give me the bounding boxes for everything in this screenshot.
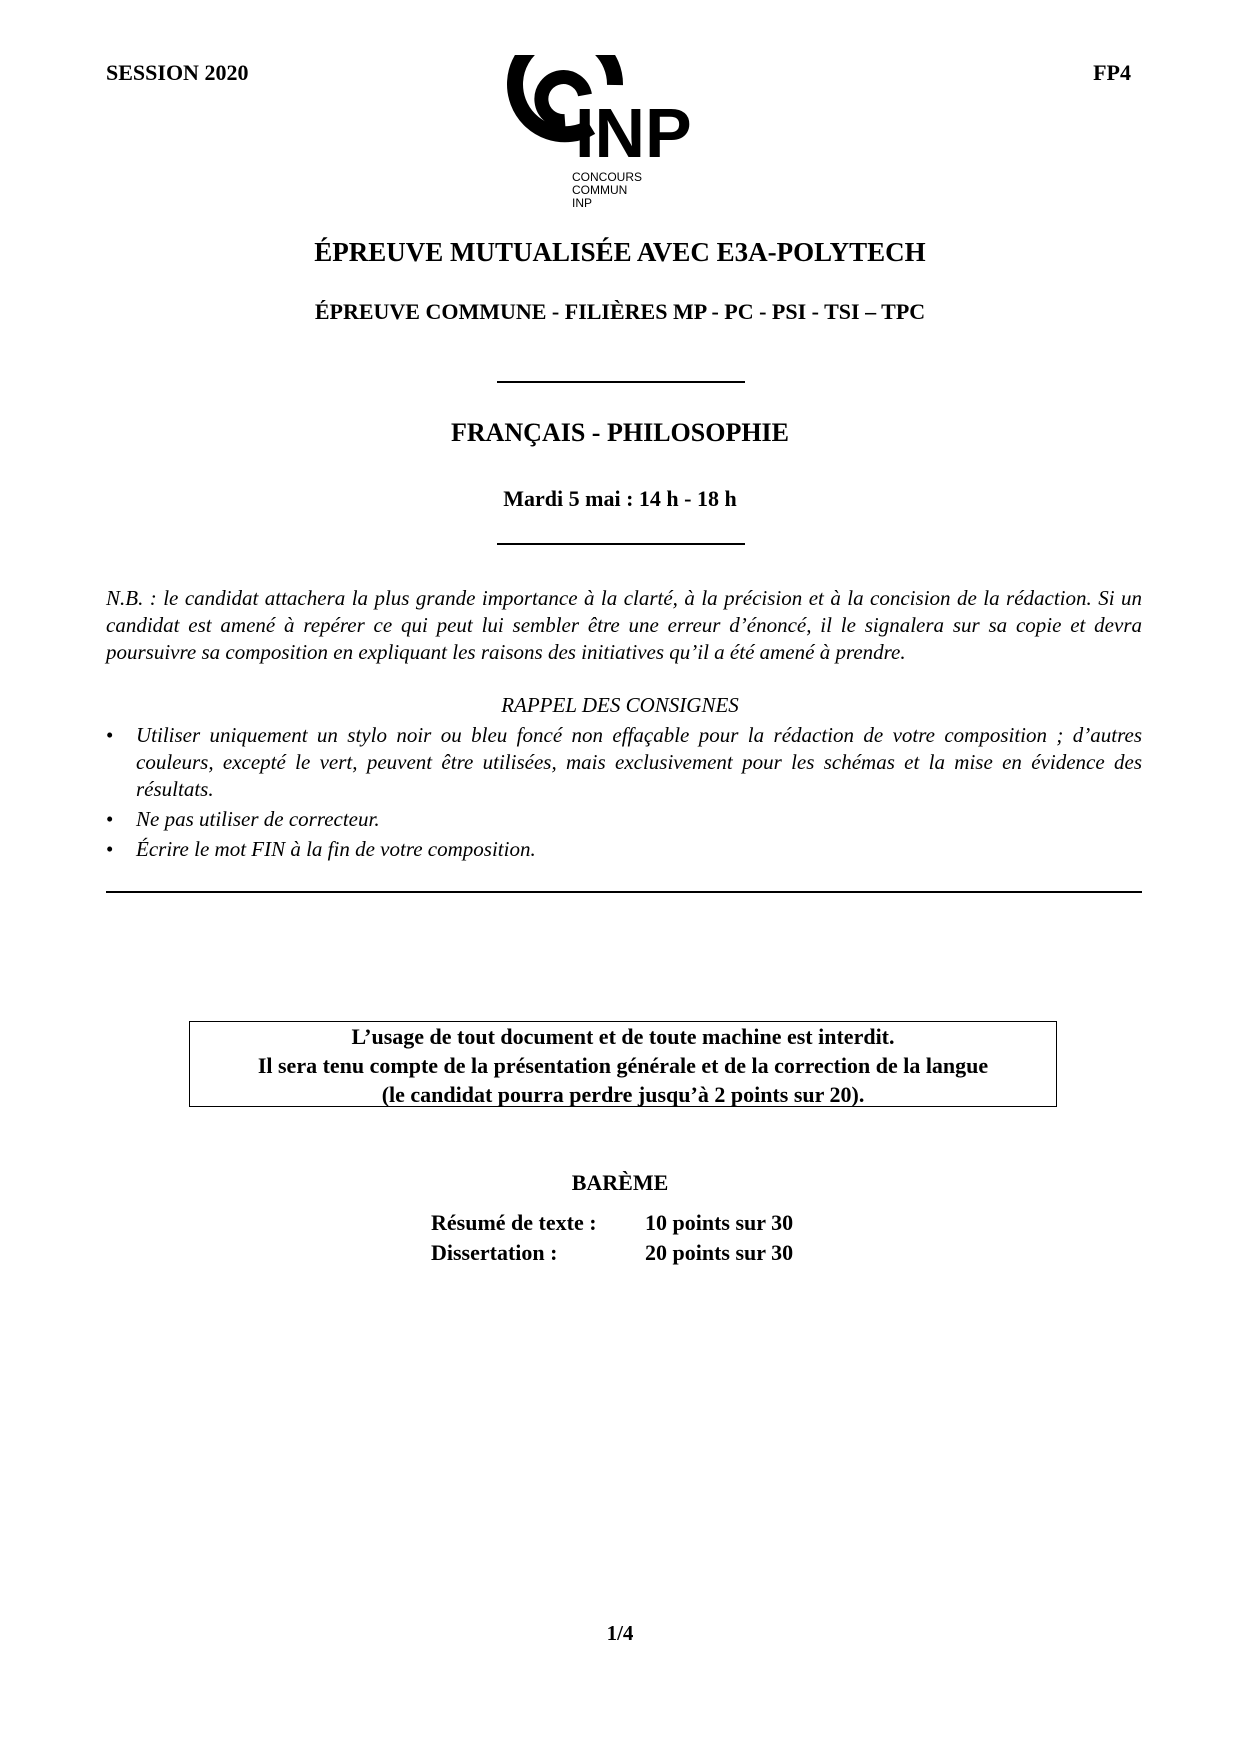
bullet-icon: • xyxy=(106,837,114,861)
bullet-icon: • xyxy=(106,723,114,747)
list-item xyxy=(106,836,1142,863)
consigne-text: Écrire le mot FIN à la fin de votre composition. xyxy=(136,837,536,861)
bareme-value-dissertation: 20 points sur 30 xyxy=(645,1240,794,1265)
list-item xyxy=(106,806,1142,833)
divider-top xyxy=(497,381,745,383)
logo-line-2: COMMUN xyxy=(572,183,628,197)
exam-date: Mardi 5 mai : 14 h - 18 h xyxy=(503,486,737,511)
inp-logo xyxy=(505,55,705,215)
consigne-text: Utiliser uniquement un stylo noir ou bleu foncé non effaçable pour la rédaction de votre composition ; d’autres couleurs, excepté le vert, peuvent être utilisées, mais exclusivement pour les schémas et la mise en évidence des résultats. xyxy=(136,723,1142,801)
main-title: ÉPREUVE MUTUALISÉE AVEC E3A-POLYTECH xyxy=(314,237,926,267)
notice-box xyxy=(189,1021,1057,1107)
subject-title: FRANÇAIS - PHILOSOPHIE xyxy=(450,418,790,447)
consignes-list xyxy=(106,722,1142,866)
list-item xyxy=(106,722,1142,803)
session-label: SESSION 2020 xyxy=(106,60,249,85)
logo-wordmark: INP xyxy=(575,94,692,172)
bullet-icon: • xyxy=(106,807,114,831)
nb-paragraph: N.B. : le candidat attachera la plus grande importance à la clarté, à la précision et à la concision de la rédaction. Si un candidat est amené à repérer ce qui peut lui sembler être une erreur d’énoncé, il le signalera sur sa copie et devra poursuivre sa composition en expliquant les raisons des initiatives qu’il a été amené à prendre. xyxy=(106,586,1142,664)
page-number: 1/4 xyxy=(606,1621,634,1645)
logo-line-3: INP xyxy=(572,196,593,210)
logo-line-1: CONCOURS xyxy=(572,170,643,184)
bareme-title: BARÈME xyxy=(571,1170,669,1195)
exam-code: FP4 xyxy=(1093,60,1131,85)
bareme-label-resume: Résumé de texte : xyxy=(431,1210,597,1235)
divider-date xyxy=(497,543,745,545)
notice-line-1: L’usage de tout document et de toute machine est interdit. xyxy=(351,1024,895,1049)
bareme-value-resume: 10 points sur 30 xyxy=(645,1210,794,1235)
consigne-text: Ne pas utiliser de correcteur. xyxy=(136,807,380,831)
bareme-label-dissertation: Dissertation : xyxy=(431,1240,558,1265)
notice-line-2: Il sera tenu compte de la présentation générale et de la correction de la langue xyxy=(257,1053,989,1078)
divider-long xyxy=(106,891,1142,893)
sub-title: ÉPREUVE COMMUNE - FILIÈRES MP - PC - PSI - TSI – TPC xyxy=(314,299,926,324)
consignes-title: RAPPEL DES CONSIGNES xyxy=(501,693,739,717)
notice-line-3: (le candidat pourra perdre jusqu’à 2 points sur 20). xyxy=(381,1082,865,1107)
